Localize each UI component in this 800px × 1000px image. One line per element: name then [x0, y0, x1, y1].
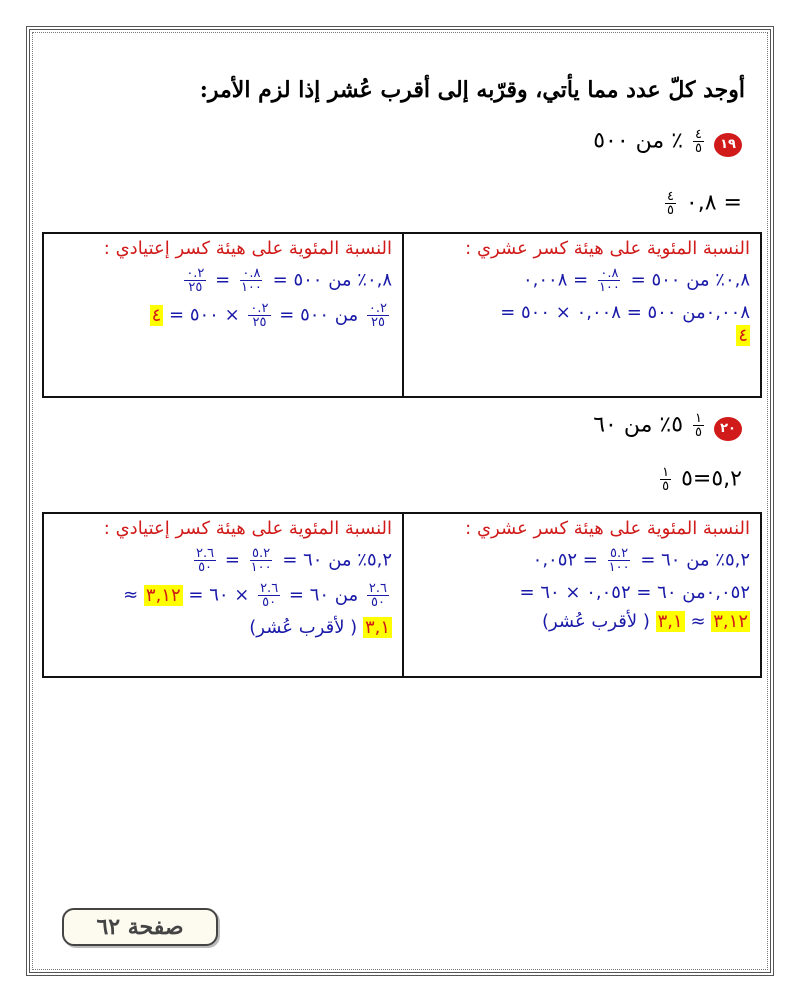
q19-fraction-line-1: ٠,٨٪ من ٥٠٠ = $\frac{٠.٨}{١٠٠}$ = $\frac{٠.٢}{٢٥}$: [186, 266, 392, 295]
q20-fraction-line-1: ٥,٢٪ من ٦٠ = $\frac{٥.٢}{١٠٠}$ = $\frac{٢.٦}{٥٠}$: [195, 546, 392, 575]
question-number-20: ٢٠: [714, 417, 742, 441]
q19-fraction-panel: النسبة المئوية على هيئة كسر إعتيادي : ٠,٨٪ من ٥٠٠ = $\frac{٠.٨}{١٠٠}$ = $\frac{٠.٢}{٢٥}$ $\frac{٠.٢}{٢٥}$ من ٥٠٠ = $\frac{٠.٢}{٢٥}$ × ٥٠٠ = ٤: [44, 234, 402, 396]
q19-fraction: $\frac{٤}{٥}$: [695, 127, 702, 156]
q19-solution-table: [42, 232, 762, 398]
page-border-inner: [32, 32, 768, 970]
q20-decimal-panel: النسبة المئوية على هيئة كسر عشري : ٥,٢٪ من ٦٠ = $\frac{٥.٢}{١٠٠}$ = ٠,٠٥٢ ٠,٠٥٢من ٦٠ = ٠,٠٥٢ × ٦٠ = ٣,١٢ ≈ ٣,١ ( لأقرب عُشر): [402, 514, 760, 676]
instructions-heading: أوجد كلّ عدد مما يأتي، وقرّبه إلى أقرب عُشر إذا لزم الأمر:: [199, 77, 745, 103]
q20-fraction-panel: النسبة المئوية على هيئة كسر إعتيادي : ٥,٢٪ من ٦٠ = $\frac{٥.٢}{١٠٠}$ = $\frac{٢.٦}{٥٠}$ $\frac{٢.٦}{٥٠}$ من ٦٠ = $\frac{٢.٦}{٥٠}$ × ٦٠ = ٣,١٢ ≈ ٣,١ ( لأقرب عُشر): [44, 514, 402, 676]
question-19: [593, 128, 742, 157]
q20-fraction-line-2: $\frac{٢.٦}{٥٠}$ من ٦٠ = $\frac{٢.٦}{٥٠}$ × ٦٠ = ٣,١٢ ≈: [123, 581, 387, 610]
question-20: [593, 412, 742, 441]
q20-fraction-result: ٣,١٢: [145, 584, 181, 606]
q20-fraction: $\frac{١}{٥}$: [695, 411, 702, 440]
q20-decimal-line-1: ٥,٢٪ من ٦٠ = $\frac{٥.٢}{١٠٠}$ = ٠,٠٥٢: [532, 546, 750, 575]
question-number-19: ١٩: [714, 133, 742, 157]
page-label: صفحة: [127, 914, 184, 940]
q20-conversion: $\frac{١}{٥}$ ٥,٢=٥: [662, 465, 742, 494]
q20-fraction-line-3: ٣,١ ( لأقرب عُشر): [249, 617, 390, 638]
q20-expression: ٥٪ من ٦٠: [593, 412, 684, 438]
q20-solution-table: [42, 512, 762, 678]
q19-decimal-result: ٤: [738, 325, 748, 346]
q20-decimal-result: ٣,١٢: [713, 611, 748, 632]
page-number: ٦٢: [96, 914, 121, 940]
q19-decimal-line-1: ٠,٨٪ من ٥٠٠ = $\frac{٠.٨}{١٠٠}$ = ٠,٠٠٨: [523, 266, 750, 295]
q20-decimal-line-2: ٠,٠٥٢من ٦٠ = ٠,٠٥٢ × ٦٠ =: [519, 582, 750, 603]
q19-expression: ٪ من ٥٠٠: [593, 128, 684, 154]
q19-decimal-line-2: ٠,٠٠٨من ٥٠٠ = ٠,٠٠٨ × ٥٠٠ =: [500, 302, 750, 323]
page-number-badge: [62, 908, 218, 946]
q19-decimal-panel: النسبة المئوية على هيئة كسر عشري : ٠,٨٪ من ٥٠٠ = $\frac{٠.٨}{١٠٠}$ = ٠,٠٠٨ ٠,٠٠٨من ٥٠٠ = ٠,٠٠٨ × ٥٠٠ = ٤: [402, 234, 760, 396]
q19-fraction-line-2: $\frac{٠.٢}{٢٥}$ من ٥٠٠ = $\frac{٠.٢}{٢٥}$ × ٥٠٠ = ٤: [151, 301, 387, 330]
q19-conversion: $\frac{٤}{٥}$ ٠,٨ =: [666, 189, 742, 218]
q19-fraction-result: ٤: [151, 304, 162, 326]
q20-decimal-line-3: ٣,١٢ ≈ ٣,١ ( لأقرب عُشر): [541, 611, 748, 632]
